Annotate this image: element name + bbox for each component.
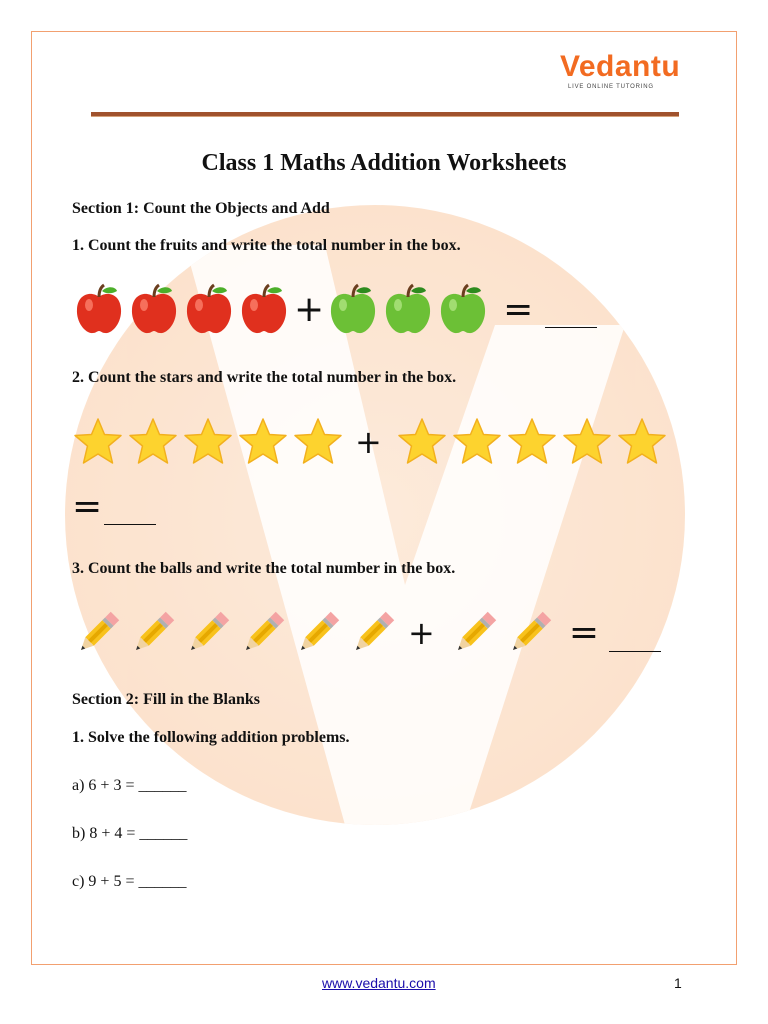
equals-sign: = <box>503 289 534 330</box>
brand-name: Vedantu <box>560 50 681 83</box>
brand-tagline: LIVE ONLINE TUTORING <box>568 84 654 90</box>
problem-b: b) 8 + 4 = ______ <box>72 825 188 842</box>
star-icon <box>127 416 179 468</box>
pencil-icon <box>72 607 124 659</box>
red-apple-icon <box>127 283 181 337</box>
star-icon <box>292 416 344 468</box>
section2-heading: Section 2: Fill in the Blanks <box>72 691 261 708</box>
pencil-icon <box>292 607 344 659</box>
vedantu-logo <box>560 52 680 90</box>
problem-c: c) 9 + 5 = ______ <box>72 873 187 890</box>
plus-sign: + <box>355 423 382 461</box>
section2-question-1: 1. Solve the following addition problems. <box>72 729 350 746</box>
pencil-icon <box>347 607 399 659</box>
red-apple-icon <box>237 283 291 337</box>
header-rule <box>91 112 679 117</box>
pencil-icon <box>237 607 289 659</box>
green-apple-icon <box>436 283 490 337</box>
star-icon <box>72 416 124 468</box>
pencil-icon <box>504 607 556 659</box>
answer-blank[interactable] <box>545 305 597 328</box>
star-answer-row <box>72 485 156 527</box>
star-icon <box>506 416 558 468</box>
star-icon <box>616 416 668 468</box>
star-icon <box>396 416 448 468</box>
pencil-icon <box>127 607 179 659</box>
red-apple-icon <box>182 283 236 337</box>
question-3-balls: 3. Count the balls and write the total number in the box. <box>72 560 456 577</box>
plus-sign: + <box>294 289 325 330</box>
answer-blank[interactable] <box>609 629 661 652</box>
page-title: Class 1 Maths Addition Worksheets <box>201 150 567 176</box>
equals-sign: = <box>568 612 599 653</box>
pencil-icon <box>182 607 234 659</box>
section1-heading: Section 1: Count the Objects and Add <box>72 200 330 217</box>
plus-sign: + <box>408 614 435 652</box>
question-2-stars: 2. Count the stars and write the total number in the box. <box>72 369 457 386</box>
red-apple-icon <box>72 283 126 337</box>
problem-a: a) 6 + 3 = ______ <box>72 777 187 794</box>
green-apple-icon <box>326 283 380 337</box>
footer-website-link[interactable]: www.vedantu.com <box>322 975 436 991</box>
pencil-icon <box>449 607 501 659</box>
answer-blank[interactable] <box>104 502 156 525</box>
star-icon <box>561 416 613 468</box>
fruit-equation <box>72 283 597 337</box>
question-1-fruits: 1. Count the fruits and write the total number in the box. <box>72 237 461 254</box>
page-number: 1 <box>674 975 682 991</box>
pencil-equation <box>72 607 661 659</box>
green-apple-icon <box>381 283 435 337</box>
equals-sign: = <box>72 485 103 527</box>
star-icon <box>451 416 503 468</box>
star-icon <box>237 416 289 468</box>
star-equation <box>72 416 671 468</box>
star-icon <box>182 416 234 468</box>
